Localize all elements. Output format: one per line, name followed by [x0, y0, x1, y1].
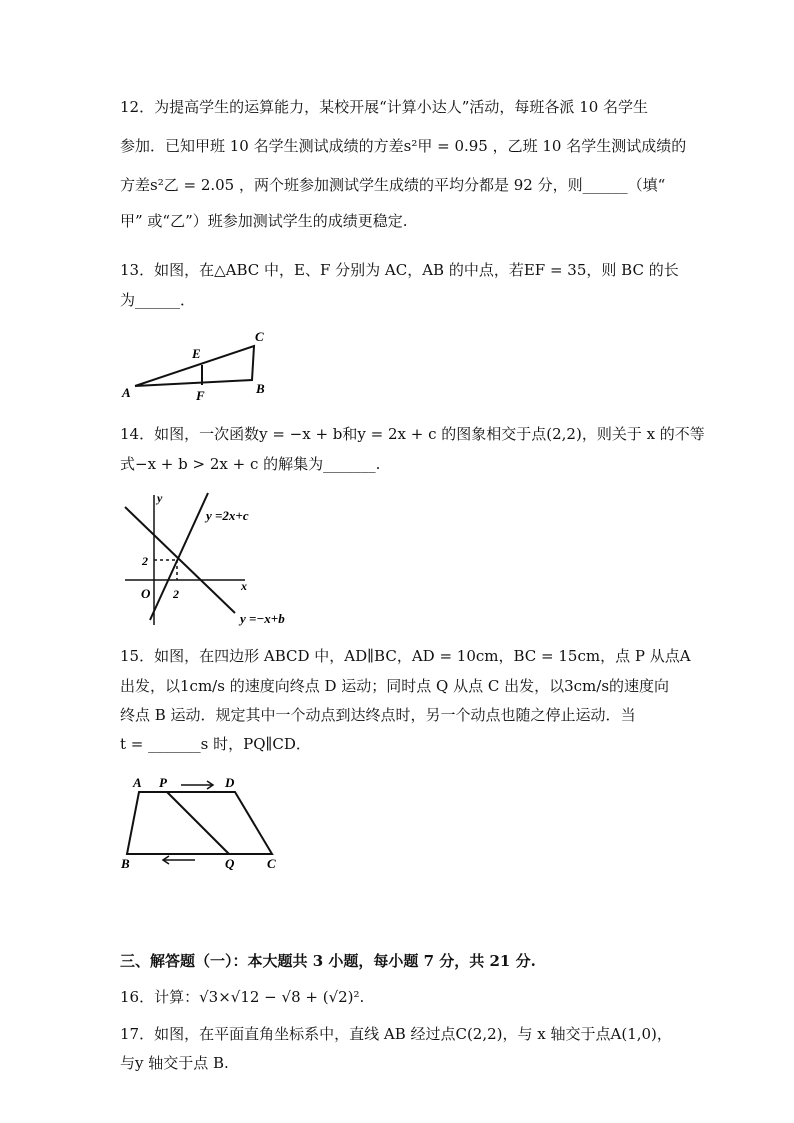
q12-line-4: 甲” 或“乙”）班参加测试学生的成绩更稳定.: [120, 212, 408, 230]
trapezoid-figure: [115, 772, 285, 872]
q17-line-1: 17．如图，在平面直角坐标系中，直线 AB 经过点C(2,2)，与 x 轴交于点A(1,0)，: [120, 1025, 672, 1043]
x-tick-label: 2: [173, 587, 179, 601]
line2-label: y =−x+b: [240, 611, 285, 626]
label-C: C: [267, 856, 276, 871]
label-B: B: [256, 381, 265, 396]
label-C: C: [255, 329, 264, 344]
label-F: F: [196, 388, 205, 403]
q13-line-1: 13．如图，在△ABC 中，E、F 分别为 AC，AB 的中点，若EF = 35，则 BC 的长: [120, 261, 679, 279]
q15-line-2: 出发，以1cm/s 的速度向终点 D 运动；同时点 Q 从点 C 出发，以3cm/s的速度向: [120, 677, 670, 695]
q14-line-1: 14．如图，一次函数y = −x + b和y = 2x + c 的图象相交于点(2,2)，则关于 x 的不等: [120, 425, 705, 443]
x-axis-label: x: [241, 579, 247, 593]
label-A: A: [133, 775, 142, 790]
y-axis-label: y: [157, 491, 163, 505]
q14-line-2: 式−x + b > 2x + c 的解集为_______.: [120, 455, 381, 473]
q12-line-1: 12．为提高学生的运算能力，某校开展“计算小达人”活动，每班各派 10 名学生: [120, 98, 649, 116]
label-A: A: [122, 385, 131, 400]
q12-line-2: 参加．已知甲班 10 名学生测试成绩的方差s²甲 = 0.95 ，乙班 10 名学生测试成绩的: [120, 137, 687, 155]
q15-line-1: 15．如图，在四边形 ABCD 中，AD∥BC，AD = 10cm，BC = 15cm，点 P 从点A: [120, 647, 691, 665]
q12-line-3: 方差s²乙 = 2.05 ，两个班参加测试学生成绩的平均分都是 92 分，则______（填“: [120, 176, 666, 194]
label-P: P: [159, 775, 167, 790]
triangle-figure: [118, 325, 278, 405]
q13-line-2: 为______．: [120, 291, 196, 309]
y-tick-label: 2: [142, 554, 148, 568]
q15-line-4: t = _______s 时，PQ∥CD．: [120, 735, 311, 753]
origin-label: O: [141, 586, 151, 601]
label-Q: Q: [225, 856, 235, 871]
q17-line-2: 与y 轴交于点 B.: [120, 1054, 229, 1072]
line1-label: y =2x+c: [206, 508, 249, 523]
function-graph-figure: [120, 490, 300, 630]
label-E: E: [192, 346, 201, 361]
label-B: B: [121, 856, 130, 871]
section-3-heading: 三、解答题（一）：本大题共 3 小题，每小题 7 分，共 21 分.: [120, 952, 536, 970]
q15-line-3: 终点 B 运动．规定其中一个动点到达终点时，另一个动点也随之停止运动．当: [120, 706, 636, 724]
label-D: D: [225, 775, 235, 790]
q16-line: 16．计算：√3×√12 − √8 + (√2)².: [120, 988, 365, 1006]
